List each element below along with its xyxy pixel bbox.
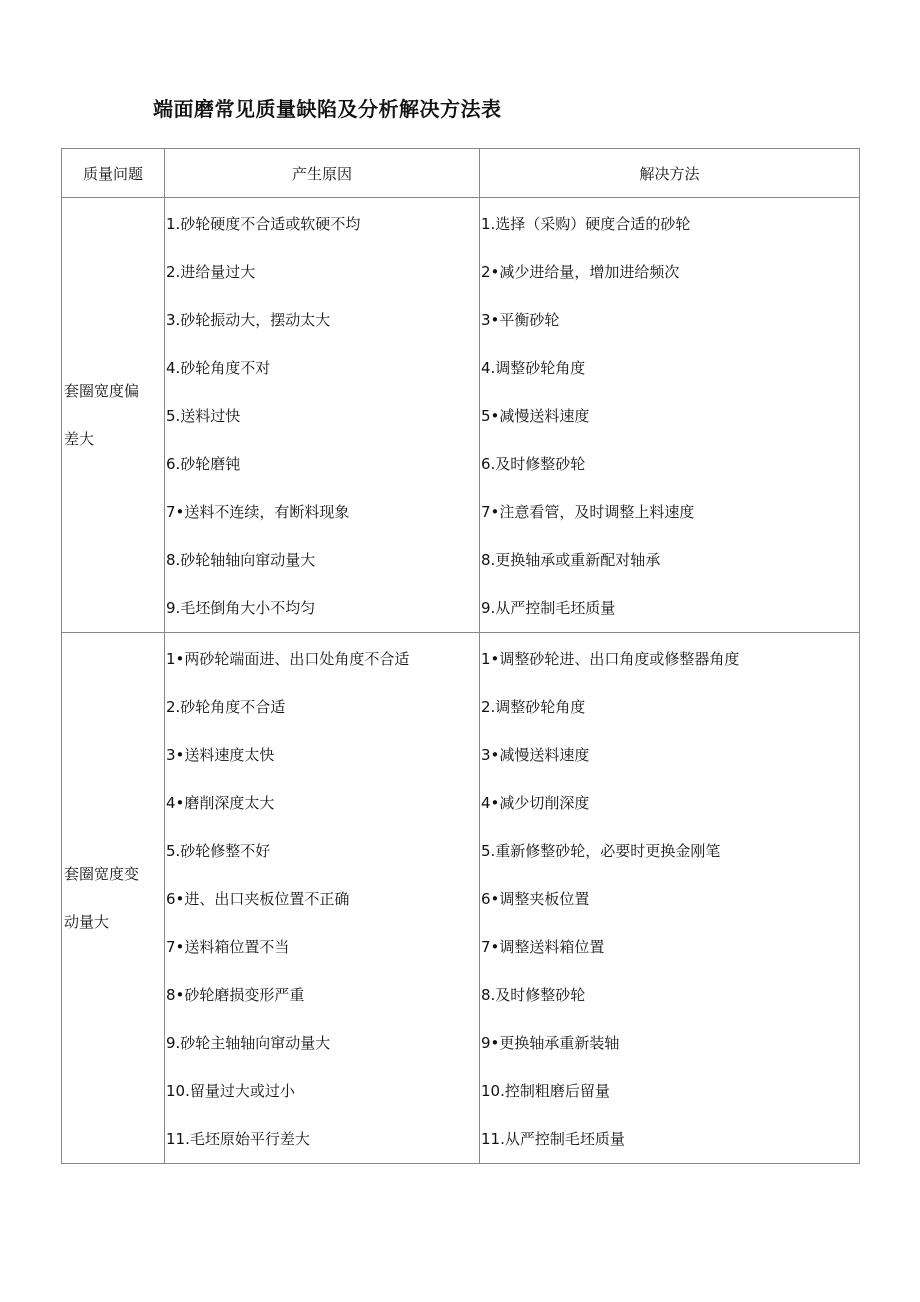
table-row — [62, 633, 860, 1164]
header-problem: 质量问题 — [62, 149, 165, 198]
cause-cell — [165, 198, 480, 633]
cause-item: 10.留量过大或过小 — [166, 1082, 295, 1100]
header-cause: 产生原因 — [165, 149, 480, 198]
solution-item: 9•更换轴承重新装轴 — [481, 1034, 620, 1052]
solution-item: 8.及时修整砂轮 — [481, 986, 586, 1004]
table-row — [62, 198, 860, 633]
cause-item: 4.砂轮角度不对 — [166, 359, 271, 377]
cause-item: 7•送料不连续，有断料现象 — [166, 503, 350, 521]
solution-item: 2.调整砂轮角度 — [481, 698, 586, 716]
cause-item: 11.毛坯原始平行差大 — [166, 1130, 310, 1148]
solution-item: 4•减少切削深度 — [481, 794, 590, 812]
solution-cell — [480, 198, 860, 633]
header-solution: 解决方法 — [480, 149, 860, 198]
solution-item: 7•注意看管，及时调整上料速度 — [481, 503, 695, 521]
solution-item: 6.及时修整砂轮 — [481, 455, 586, 473]
solution-item: 8.更换轴承或重新配对轴承 — [481, 551, 661, 569]
cause-item: 6•进、出口夹板位置不正确 — [166, 890, 350, 908]
table-header-row — [62, 149, 860, 198]
document-title: 端面磨常见质量缺陷及分析解决方法表 — [153, 97, 502, 121]
cause-item: 2.进给量过大 — [166, 263, 256, 281]
cause-item: 8.砂轮轴轴向窜动量大 — [166, 551, 316, 569]
problem-cell: 套圈宽度偏差大 — [62, 198, 165, 633]
solution-item: 2•减少进给量，增加进给频次 — [481, 263, 680, 281]
solution-item: 1.选择（采购）硬度合适的砂轮 — [481, 215, 691, 233]
cause-item: 5.砂轮修整不好 — [166, 842, 271, 860]
cause-item: 5.送料过快 — [166, 407, 241, 425]
solution-item: 1•调整砂轮进、出口角度或修整器角度 — [481, 650, 740, 668]
solution-cell — [480, 633, 860, 1164]
solution-item: 10.控制粗磨后留量 — [481, 1082, 610, 1100]
solution-item: 5.重新修整砂轮，必要时更换金刚笔 — [481, 842, 721, 860]
cause-item: 6.砂轮磨钝 — [166, 455, 241, 473]
solution-item: 9.从严控制毛坯质量 — [481, 599, 616, 617]
cause-item: 3.砂轮振动大，摆动太大 — [166, 311, 331, 329]
solution-item: 5•减慢送料速度 — [481, 407, 590, 425]
cause-item: 1•两砂轮端面进、出口处角度不合适 — [166, 650, 410, 668]
cause-item: 4•磨削深度太大 — [166, 794, 275, 812]
cause-item: 8•砂轮磨损变形严重 — [166, 986, 305, 1004]
solution-item: 4.调整砂轮角度 — [481, 359, 586, 377]
solution-item: 7•调整送料箱位置 — [481, 938, 605, 956]
cause-cell — [165, 633, 480, 1164]
solution-item: 6•调整夹板位置 — [481, 890, 590, 908]
solution-item: 11.从严控制毛坯质量 — [481, 1130, 625, 1148]
cause-item: 2.砂轮角度不合适 — [166, 698, 286, 716]
defect-table — [61, 148, 860, 1164]
cause-item: 9.毛坯倒角大小不均匀 — [166, 599, 316, 617]
cause-item: 3•送料速度太快 — [166, 746, 275, 764]
cause-item: 1.砂轮硬度不合适或软硬不均 — [166, 215, 361, 233]
cause-item: 9.砂轮主轴轴向窜动量大 — [166, 1034, 331, 1052]
solution-item: 3•减慢送料速度 — [481, 746, 590, 764]
problem-cell: 套圈宽度变动量大 — [62, 633, 165, 1164]
cause-item: 7•送料箱位置不当 — [166, 938, 290, 956]
solution-item: 3•平衡砂轮 — [481, 311, 560, 329]
